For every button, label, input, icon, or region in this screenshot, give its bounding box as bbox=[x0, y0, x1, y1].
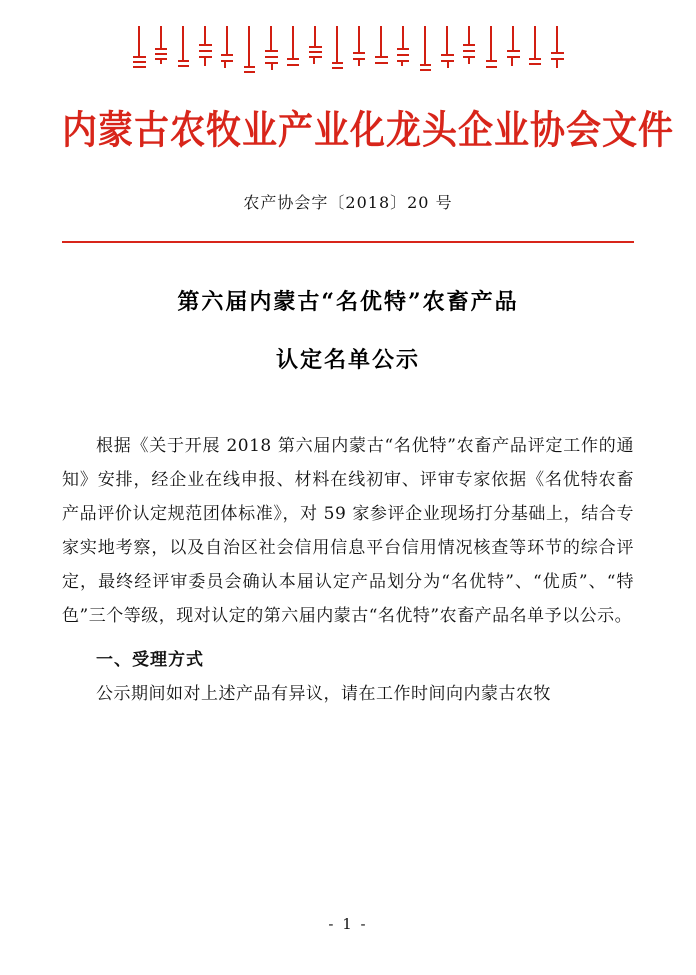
mongolian-glyph-column bbox=[286, 26, 301, 70]
page-title bbox=[62, 287, 634, 377]
mongolian-glyph-column bbox=[242, 26, 257, 74]
mongolian-glyph-column bbox=[352, 26, 367, 66]
mongolian-glyph-column bbox=[418, 26, 433, 74]
mongolian-glyph-column bbox=[176, 26, 191, 70]
mongolian-glyph-column bbox=[330, 26, 345, 72]
body-paragraph-2: 公示期间如对上述产品有异议，请在工作时间向内蒙古农牧 bbox=[96, 683, 551, 704]
mongolian-glyph-column bbox=[132, 26, 147, 68]
page-title-line-1: 第六届内蒙古“名优特”农畜产品 bbox=[177, 289, 519, 315]
mongolian-glyph-column bbox=[198, 26, 213, 66]
mongolian-glyph-column bbox=[154, 26, 169, 64]
red-divider-rule bbox=[62, 241, 634, 243]
document-body bbox=[62, 429, 634, 711]
mongolian-glyph-column bbox=[264, 26, 279, 70]
page-number: - 1 - bbox=[328, 915, 368, 933]
mongolian-glyph-column bbox=[484, 26, 499, 72]
organization-title: 内蒙古农牧业产业化龙头企业协会文件 bbox=[62, 108, 675, 154]
mongolian-glyph-column bbox=[374, 26, 389, 68]
document-number: 农产协会字〔2018〕20 号 bbox=[243, 193, 453, 212]
mongolian-glyph-column bbox=[396, 26, 411, 66]
mongolian-glyph-column bbox=[550, 26, 565, 68]
mongolian-glyph-column bbox=[308, 26, 323, 64]
mongolian-glyph-column bbox=[506, 26, 521, 66]
mongolian-glyph-column bbox=[528, 26, 543, 68]
mongolian-glyph-column bbox=[462, 26, 477, 64]
page-title-line-2: 认定名单公示 bbox=[275, 346, 420, 373]
section-heading-1: 一、受理方式 bbox=[96, 649, 204, 670]
mongolian-script-header bbox=[62, 26, 634, 84]
mongolian-glyph-column bbox=[440, 26, 455, 68]
body-paragraph-1: 根据《关于开展 2018 第六届内蒙古“名优特”农畜产品评定工作的通知》安排，经企业在线申报、材料在线初审、评审专家依据《名优特农畜产品评价认定规范团体标准》，对 59 家参评企业现场打分基础上，结合专家实地考察，以及自治区社会信用信息平台信用情况核查等环节的综合评定，最终经评审委员会确认本届认定产品划分为“名优特”、“优质”、“特色”三个等级，现对认定的第六届内蒙古“名优特”农畜产品名单予以公示。 bbox=[62, 435, 634, 626]
document-page bbox=[0, 26, 696, 975]
mongolian-glyph-column bbox=[220, 26, 235, 68]
